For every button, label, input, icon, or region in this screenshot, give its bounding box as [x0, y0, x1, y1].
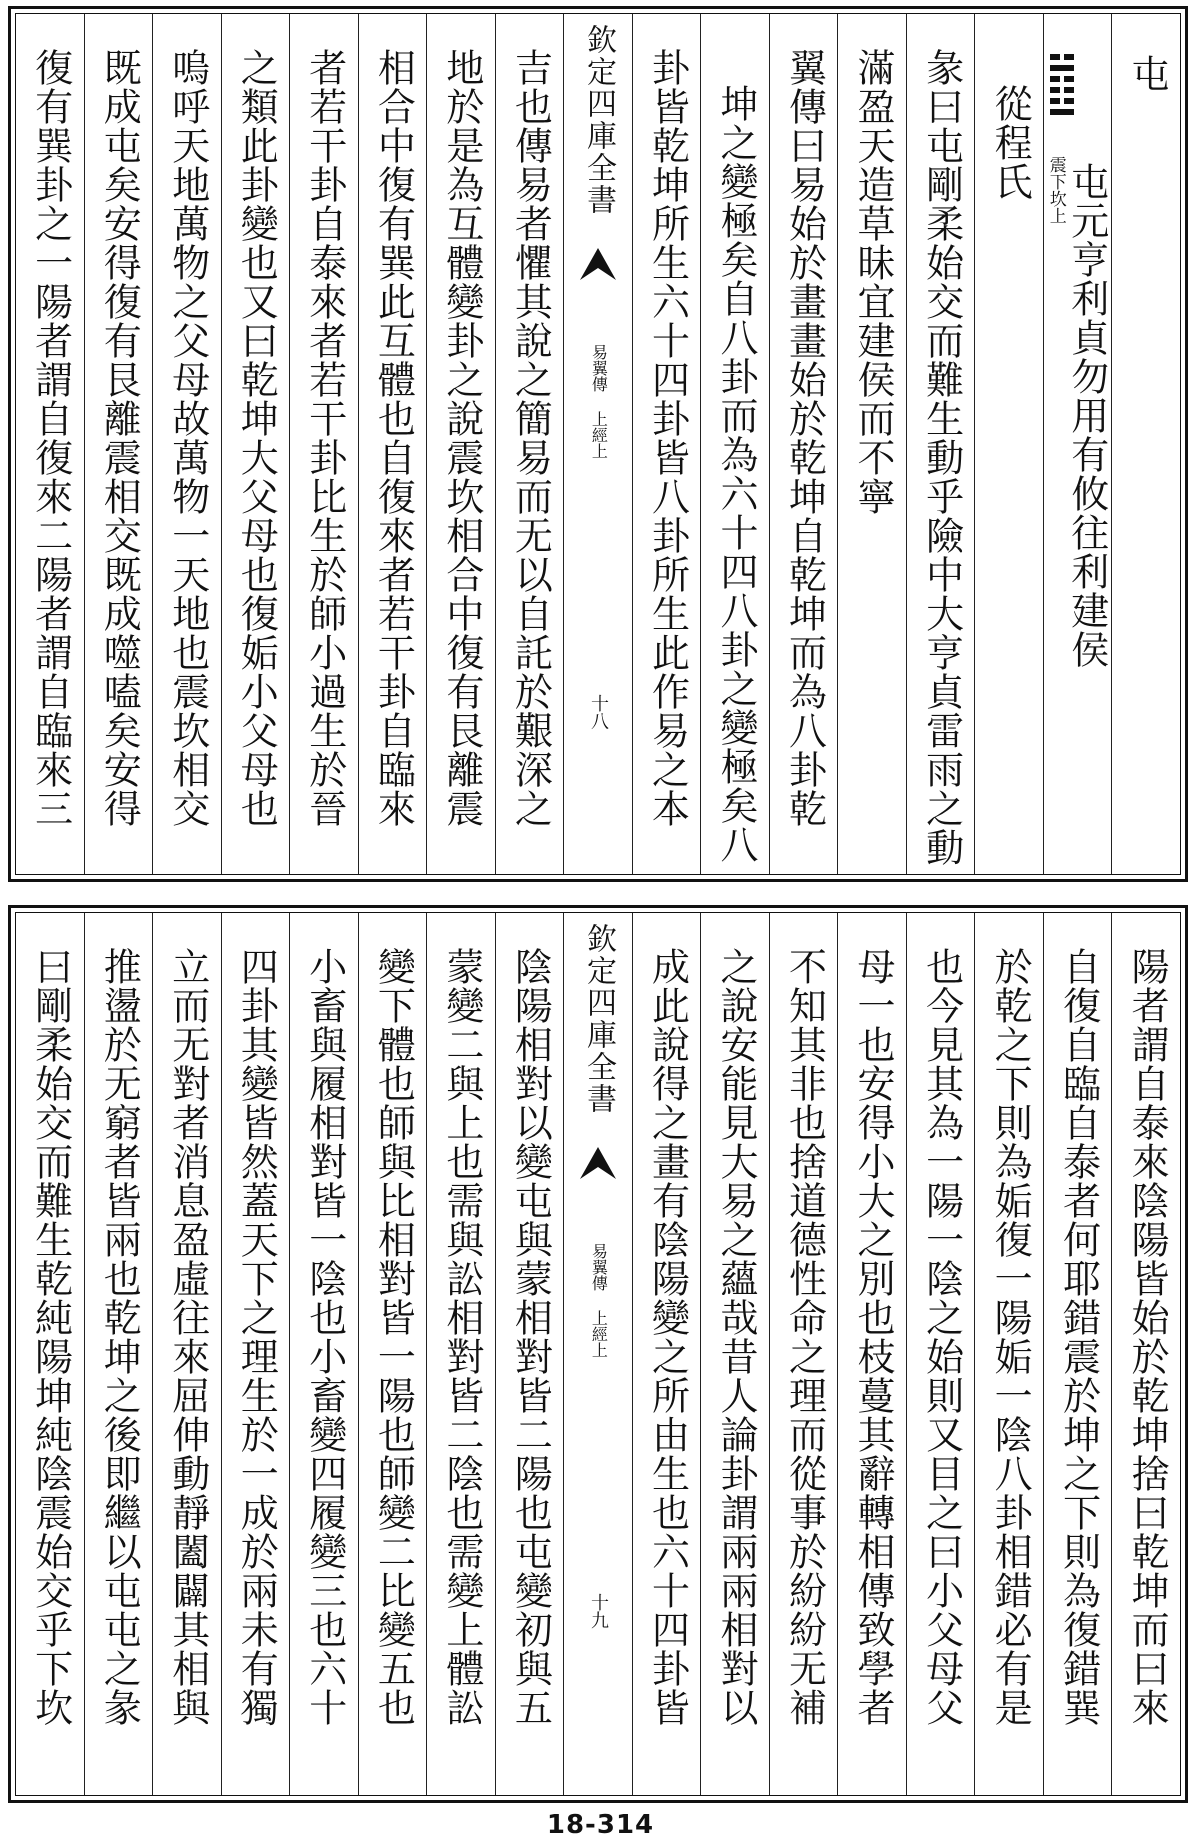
text-line: 陽者謂自泰來陰陽皆始於乾坤捨曰乾坤而曰來	[1125, 947, 1170, 1727]
text-column	[769, 14, 838, 874]
text-column	[426, 913, 495, 1795]
text-column	[632, 913, 701, 1795]
text-line: 自復自臨自泰者何耶錯震於坤之下則為復錯巽	[1056, 947, 1101, 1727]
text-line: 復有巽卦之一陽者謂自復來二陽者謂自臨來三	[28, 48, 73, 828]
bottom-page-columns	[16, 913, 1180, 1795]
text-line: 翼傳曰易始於畫畫始於乾坤自乾坤而為八卦乾	[782, 48, 827, 828]
bottom-page-frame	[15, 912, 1181, 1796]
text-line: 相合中復有巽此互體也自復來者若干卦自臨來	[371, 48, 416, 828]
text-line: 不知其非也捨道德性命之理而從事於紛紛无補	[782, 947, 827, 1727]
text-column	[700, 913, 769, 1795]
text-column	[495, 14, 564, 874]
text-column	[289, 913, 358, 1795]
fish-tail-mark-icon	[578, 244, 618, 284]
text-line: 於乾之下則為姤復一陽姤一陰八卦相錯必有是	[988, 947, 1033, 1727]
text-line: 蒙變二與上也需與訟相對皆二陰也需變上體訟	[439, 947, 484, 1727]
hexagram-note: 震下坎上	[1045, 156, 1066, 224]
text-line: 之類此卦變也又曰乾坤大父母也復姤小父母也	[234, 48, 279, 828]
section-label: 易翼傳 上經上	[589, 344, 609, 459]
text-column	[1111, 14, 1180, 874]
text-line: 滿盈天造草昧宜建侯而不寧	[851, 48, 896, 516]
text-column	[84, 913, 153, 1795]
top-page-columns	[16, 14, 1180, 874]
page-number: 十九	[587, 1593, 609, 1629]
text-line: 也今見其為一陽一陰之始則又目之曰小父母父	[919, 947, 964, 1727]
text-column	[495, 913, 564, 1795]
text-column	[152, 14, 221, 874]
bottom-page	[8, 905, 1188, 1803]
text-column	[358, 913, 427, 1795]
text-column	[152, 913, 221, 1795]
text-line: 曰剛柔始交而難生乾純陽坤純陰震始交乎下坎	[28, 947, 73, 1727]
text-column	[700, 14, 769, 874]
text-column	[1111, 913, 1180, 1795]
text-line: 地於是為互體變卦之說震坎相合中復有艮離震	[439, 48, 484, 828]
text-line: 卦皆乾坤所生六十四卦皆八卦所生此作易之本	[645, 48, 690, 828]
text-line: 嗚呼天地萬物之父母故萬物一天地也震坎相交	[165, 48, 210, 828]
text-column	[906, 913, 975, 1795]
hexagram-title: 屯	[1125, 54, 1170, 93]
text-column	[16, 913, 84, 1795]
text-line: 母一也安得小大之別也枝蔓其辭轉相傳致學者	[851, 947, 896, 1727]
text-line: 陰陽相對以變屯與蒙相對皆二陽也屯變初與五	[508, 947, 553, 1727]
text-line: 小畜與履相對皆一陰也小畜變四履變三也六十	[302, 947, 347, 1727]
text-column	[84, 14, 153, 874]
text-line: 之說安能見大易之蘊哉昔人論卦謂兩兩相對以	[713, 947, 758, 1727]
text-line: 吉也傳易者懼其說之簡易而无以自託於艱深之	[508, 48, 553, 828]
text-line: 變下體也師與比相對皆一陽也師變二比變五也	[371, 947, 416, 1727]
text-column	[837, 913, 906, 1795]
top-page	[8, 6, 1188, 882]
text-column	[974, 913, 1043, 1795]
hexagram-symbol-icon	[1050, 54, 1074, 120]
text-line: 既成屯矣安得復有艮離震相交既成噬嗑矣安得	[97, 48, 142, 828]
top-page-frame	[15, 13, 1181, 875]
text-line: 者若干卦自泰來者若干卦比生於師小過生於晉	[302, 48, 347, 828]
text-column	[632, 14, 701, 874]
text-column	[1043, 14, 1112, 874]
center-fold-column	[563, 14, 632, 874]
text-line: 彖曰屯剛柔始交而難生動乎險中大亨貞雷雨之動	[919, 48, 964, 867]
text-line: 推盪於无窮者皆兩也乾坤之後即繼以屯屯之彖	[97, 947, 142, 1727]
page-number: 十八	[587, 694, 609, 730]
text-column	[426, 14, 495, 874]
text-line: 成此說得之畫有陰陽變之所由生也六十四卦皆	[645, 947, 690, 1727]
text-column	[837, 14, 906, 874]
text-line: 屯元亨利貞勿用有攸往利建侯	[1064, 162, 1109, 669]
text-line: 坤之變極矣自八卦而為六十四八卦之變極矣八	[713, 84, 758, 864]
center-fold-column	[563, 913, 632, 1795]
text-column	[1043, 913, 1112, 1795]
text-column	[769, 913, 838, 1795]
text-line: 立而无對者消息盈虛往來屈伸動靜闔闢其相與	[165, 947, 210, 1727]
section-label: 易翼傳 上經上	[589, 1243, 609, 1358]
book-title: 欽定四庫全書	[580, 24, 616, 216]
text-column	[221, 14, 290, 874]
text-column	[289, 14, 358, 874]
text-column	[16, 14, 84, 874]
text-column	[974, 14, 1043, 874]
fish-tail-mark-icon	[578, 1143, 618, 1183]
text-column	[906, 14, 975, 874]
text-column	[221, 913, 290, 1795]
book-title: 欽定四庫全書	[580, 923, 616, 1115]
footer-page-id: 18-314	[546, 1810, 655, 1840]
text-column	[358, 14, 427, 874]
text-line: 從程氏	[988, 84, 1033, 201]
text-line: 四卦其變皆然蓋天下之理生於一成於兩未有獨	[234, 947, 279, 1727]
